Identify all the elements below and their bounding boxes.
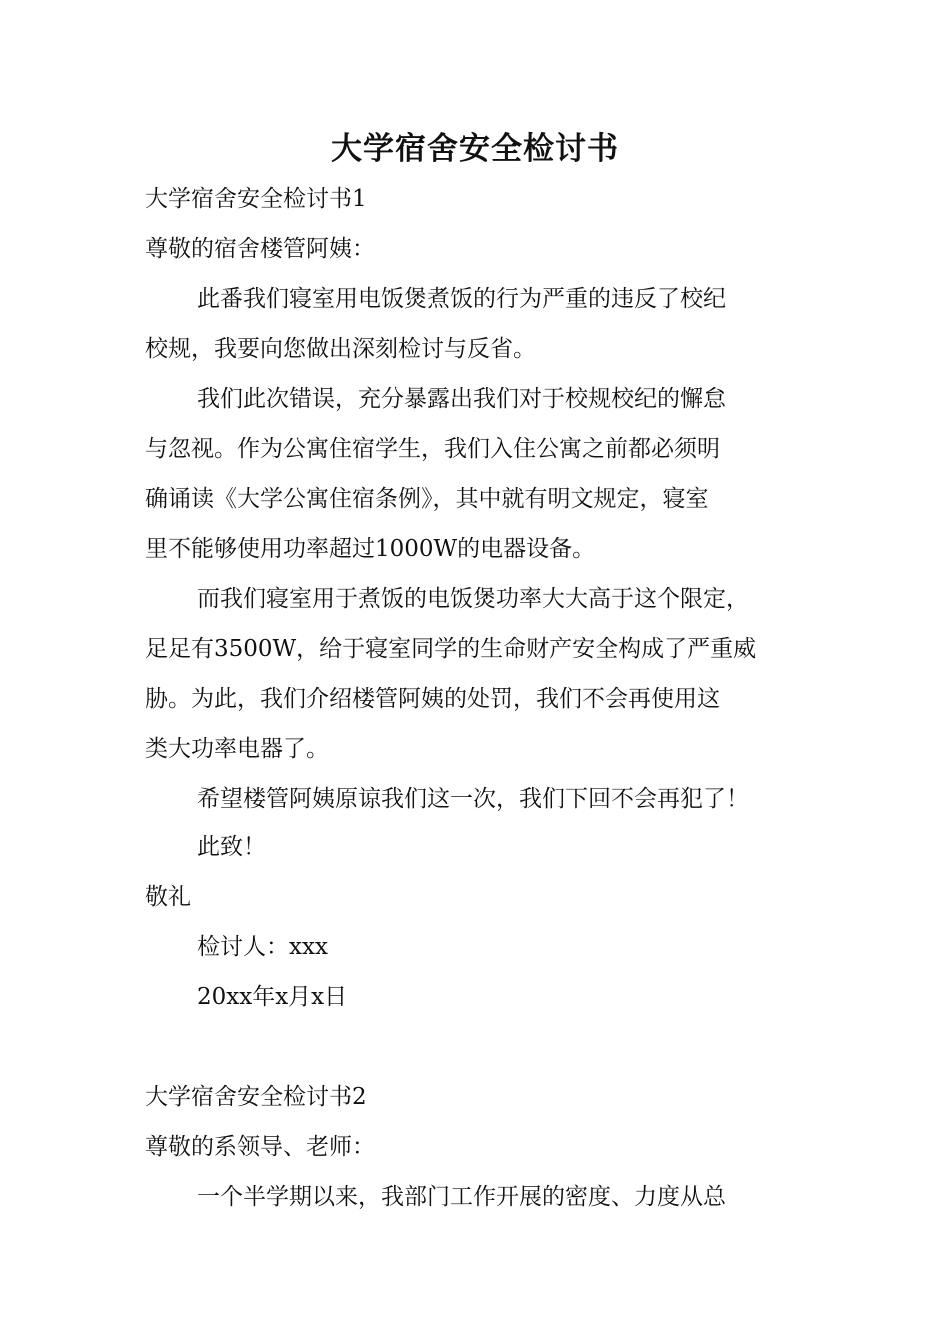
paragraph-line: 而我们寝室用于煮饭的电饭煲功率大大高于这个限定， bbox=[197, 586, 749, 612]
paragraph-line: 确诵读《大学公寓住宿条例》，其中就有明文规定，寝室 bbox=[145, 486, 709, 512]
paragraph-line: 类大功率电器了。 bbox=[145, 736, 329, 762]
signature-line: 检讨人：xxx bbox=[197, 934, 328, 960]
paragraph-line: 此番我们寝室用电饭煲煮饭的行为严重的违反了校纪 bbox=[197, 286, 726, 312]
document-title: 大学宿舍安全检讨书 bbox=[331, 131, 619, 167]
paragraph-line: 希望楼管阿姨原谅我们这一次，我们下回不会再犯了！ bbox=[197, 786, 749, 812]
paragraph-line: 里不能够使用功率超过1000W的电器设备。 bbox=[145, 536, 596, 562]
paragraph-line: 我们此次错误，充分暴露出我们对于校规校纪的懈怠 bbox=[197, 386, 726, 412]
paragraph-line: 校规，我要向您做出深刻检讨与反省。 bbox=[145, 336, 536, 362]
date-line: 20xx年x月x日 bbox=[197, 984, 348, 1010]
paragraph-line: 与忽视。作为公寓住宿学生，我们入住公寓之前都必须明 bbox=[145, 436, 720, 462]
salutation-1: 尊敬的宿舍楼管阿姨： bbox=[145, 236, 375, 262]
paragraph-line: 足足有3500W，给于寝室同学的生命财产安全构成了严重威 bbox=[145, 636, 757, 662]
closing-regards: 敬礼 bbox=[145, 884, 191, 910]
salutation-2: 尊敬的系领导、老师： bbox=[145, 1134, 375, 1160]
section-heading-1: 大学宿舍安全检讨书1 bbox=[145, 186, 367, 212]
paragraph-line: 一个半学期以来，我部门工作开展的密度、力度从总 bbox=[197, 1184, 726, 1210]
paragraph-line: 胁。为此，我们介绍楼管阿姨的处罚，我们不会再使用这 bbox=[145, 686, 720, 712]
section-heading-2: 大学宿舍安全检讨书2 bbox=[145, 1084, 367, 1110]
closing-line: 此致！ bbox=[197, 834, 266, 860]
